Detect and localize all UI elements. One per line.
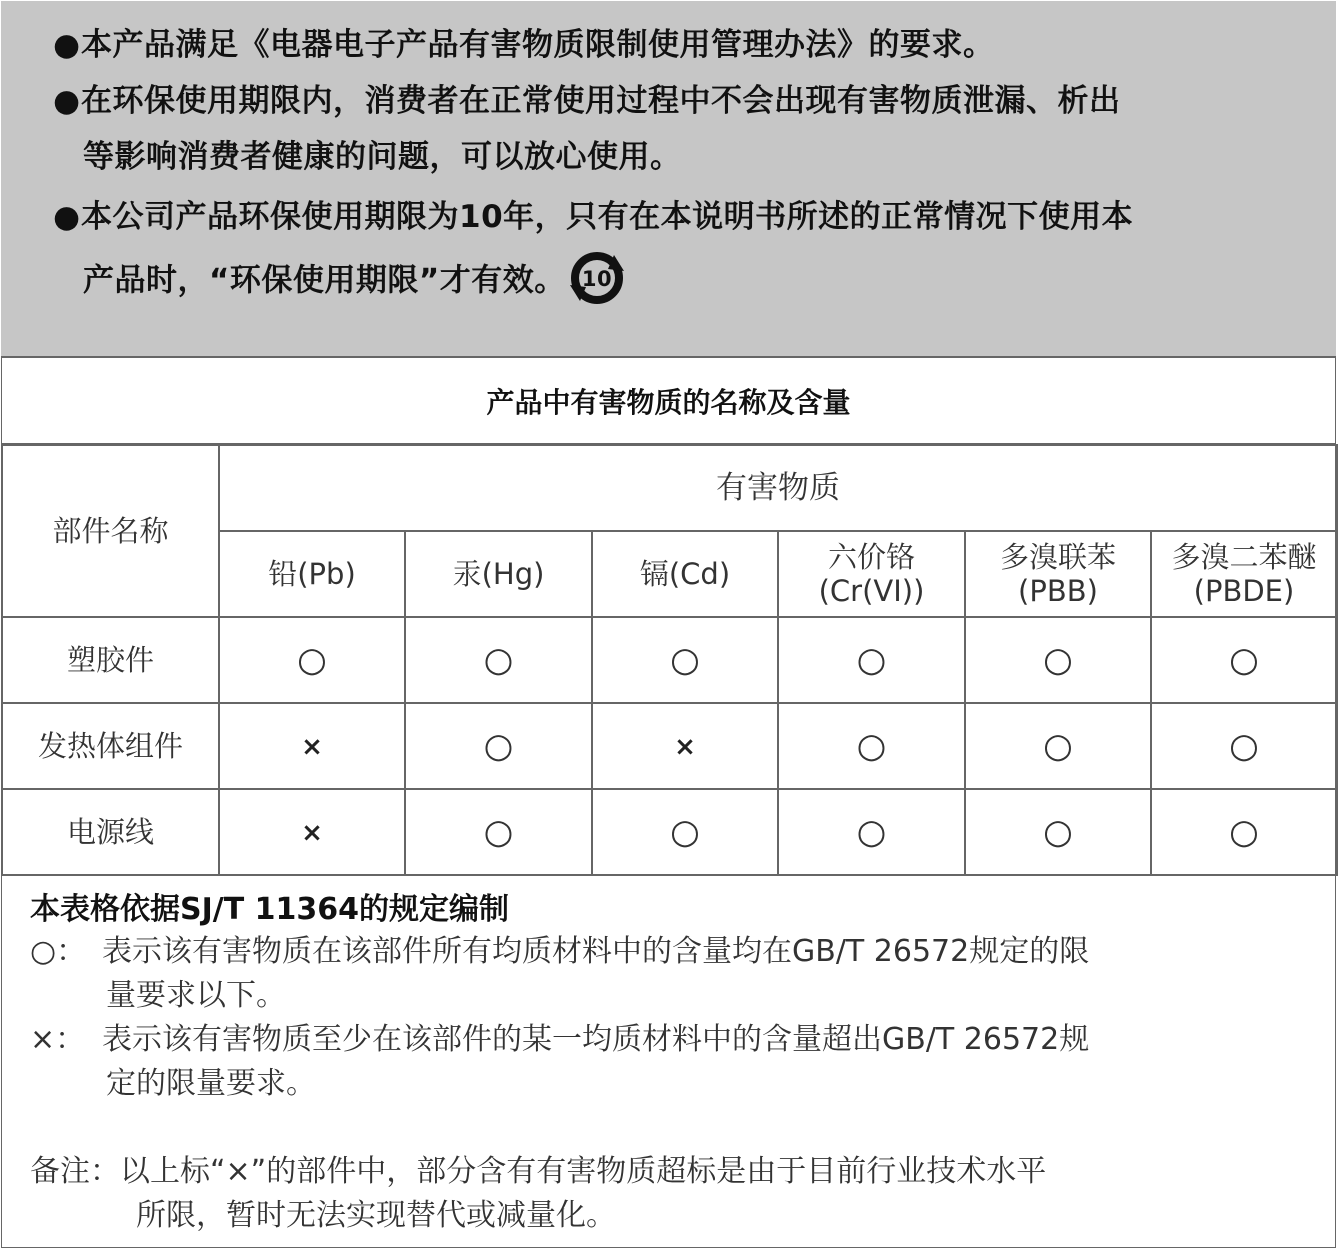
compliant-mark: ○ [1043,811,1073,852]
substance-mark-cell [405,703,592,789]
substance-mark-cell [965,703,1151,789]
footnote-circle-continuation: 量要求以下。 [106,978,286,1013]
substance-header-pbde: 多溴二苯醚 (PBDE) [1151,531,1337,617]
compliant-mark: ○ [297,639,327,680]
substance-mark-cell [405,617,592,703]
substance-mark-cell [1151,789,1337,875]
substance-header-pbb: 多溴联苯 (PBB) [965,531,1151,617]
table-title: 产品中有害物质的名称及含量 [1,358,1336,445]
substance-mark-cell [219,789,405,875]
compliant-mark: ○ [670,639,700,680]
compliant-mark: ○ [1043,725,1073,766]
substance-mark-cell [592,703,778,789]
notice-3: ●本公司产品环保使用期限为10年，只有在本说明书所述的正常情况下使用本 [53,199,1134,235]
compliant-mark: ○ [670,811,700,852]
remark-line-1: 备注：以上标“×”的部件中，部分含有有害物质超标是由于目前行业技术水平 [30,1154,1047,1189]
footnote-cross-continuation: 定的限量要求。 [106,1066,316,1101]
environment-protection-use-period-icon [568,249,626,307]
part-name-cell: 电源线 [2,789,219,875]
substance-header-cd: 镉(Cd) [592,531,778,617]
footnotes [30,890,1320,1106]
table-row [2,789,1337,875]
exceeds-limit-mark: × [674,732,696,762]
substance-mark-cell [1151,617,1337,703]
part-name-cell: 塑胶件 [2,617,219,703]
substance-mark-cell [778,617,965,703]
compliant-mark: ○ [856,725,887,766]
hazardous-substance-header: 有害物质 [219,445,1337,531]
table-row [2,703,1337,789]
part-name-cell: 发热体组件 [2,703,219,789]
exceeds-limit-mark: × [301,818,323,848]
substance-mark-cell [592,617,778,703]
exceeds-limit-mark: × [301,732,323,762]
notice-2-continuation: 等影响消费者健康的问题，可以放心使用。 [83,139,682,175]
compliant-mark: ○ [856,811,887,852]
hazardous-substance-table [1,444,1338,876]
compliant-mark: ○ [483,639,514,680]
remark [30,1150,1046,1238]
notice-2: ●在环保使用期限内，消费者在正常使用过程中不会出现有害物质泄漏、析出 [53,83,1121,119]
footnote-circle: ○： 表示该有害物质在该部件所有均质材料中的含量均在GB/T 26572规定的限 [30,934,1090,969]
substance-mark-cell [592,789,778,875]
compliant-mark: ○ [1229,639,1259,680]
substance-mark-cell [965,617,1151,703]
substance-mark-cell [778,789,965,875]
notice-1: ●本产品满足《电器电子产品有害物质限制使用管理办法》的要求。 [53,27,995,63]
part-name-header: 部件名称 [2,445,219,617]
footnote-cross: ×： 表示该有害物质至少在该部件的某一均质材料中的含量超出GB/T 26572规 [30,1022,1090,1057]
substance-mark-cell [965,789,1151,875]
compliant-mark: ○ [1229,811,1259,852]
substance-mark-cell [405,789,592,875]
substance-mark-cell [778,703,965,789]
substance-mark-cell [219,617,405,703]
substance-header-pb: 铅(Pb) [219,531,405,617]
compliant-mark: ○ [1229,725,1259,766]
substance-header-hg: 汞(Hg) [405,531,592,617]
svg-text:10: 10 [581,267,612,291]
notice-3-continuation: 产品时，“环保使用期限”才有效。 10 [83,253,626,311]
notice-panel [1,1,1336,358]
substance-header-cr6: 六价铬 (Cr(VI)) [778,531,965,617]
substance-mark-cell [219,703,405,789]
substance-mark-cell [1151,703,1337,789]
compliant-mark: ○ [1043,639,1073,680]
footnote-title: 本表格依据SJ/T 11364的规定编制 [30,892,510,927]
compliant-mark: ○ [856,639,887,680]
table-row [2,617,1337,703]
compliant-mark: ○ [483,725,514,766]
remark-line-2: 所限，暂时无法实现替代或减量化。 [136,1198,616,1233]
compliant-mark: ○ [483,811,514,852]
